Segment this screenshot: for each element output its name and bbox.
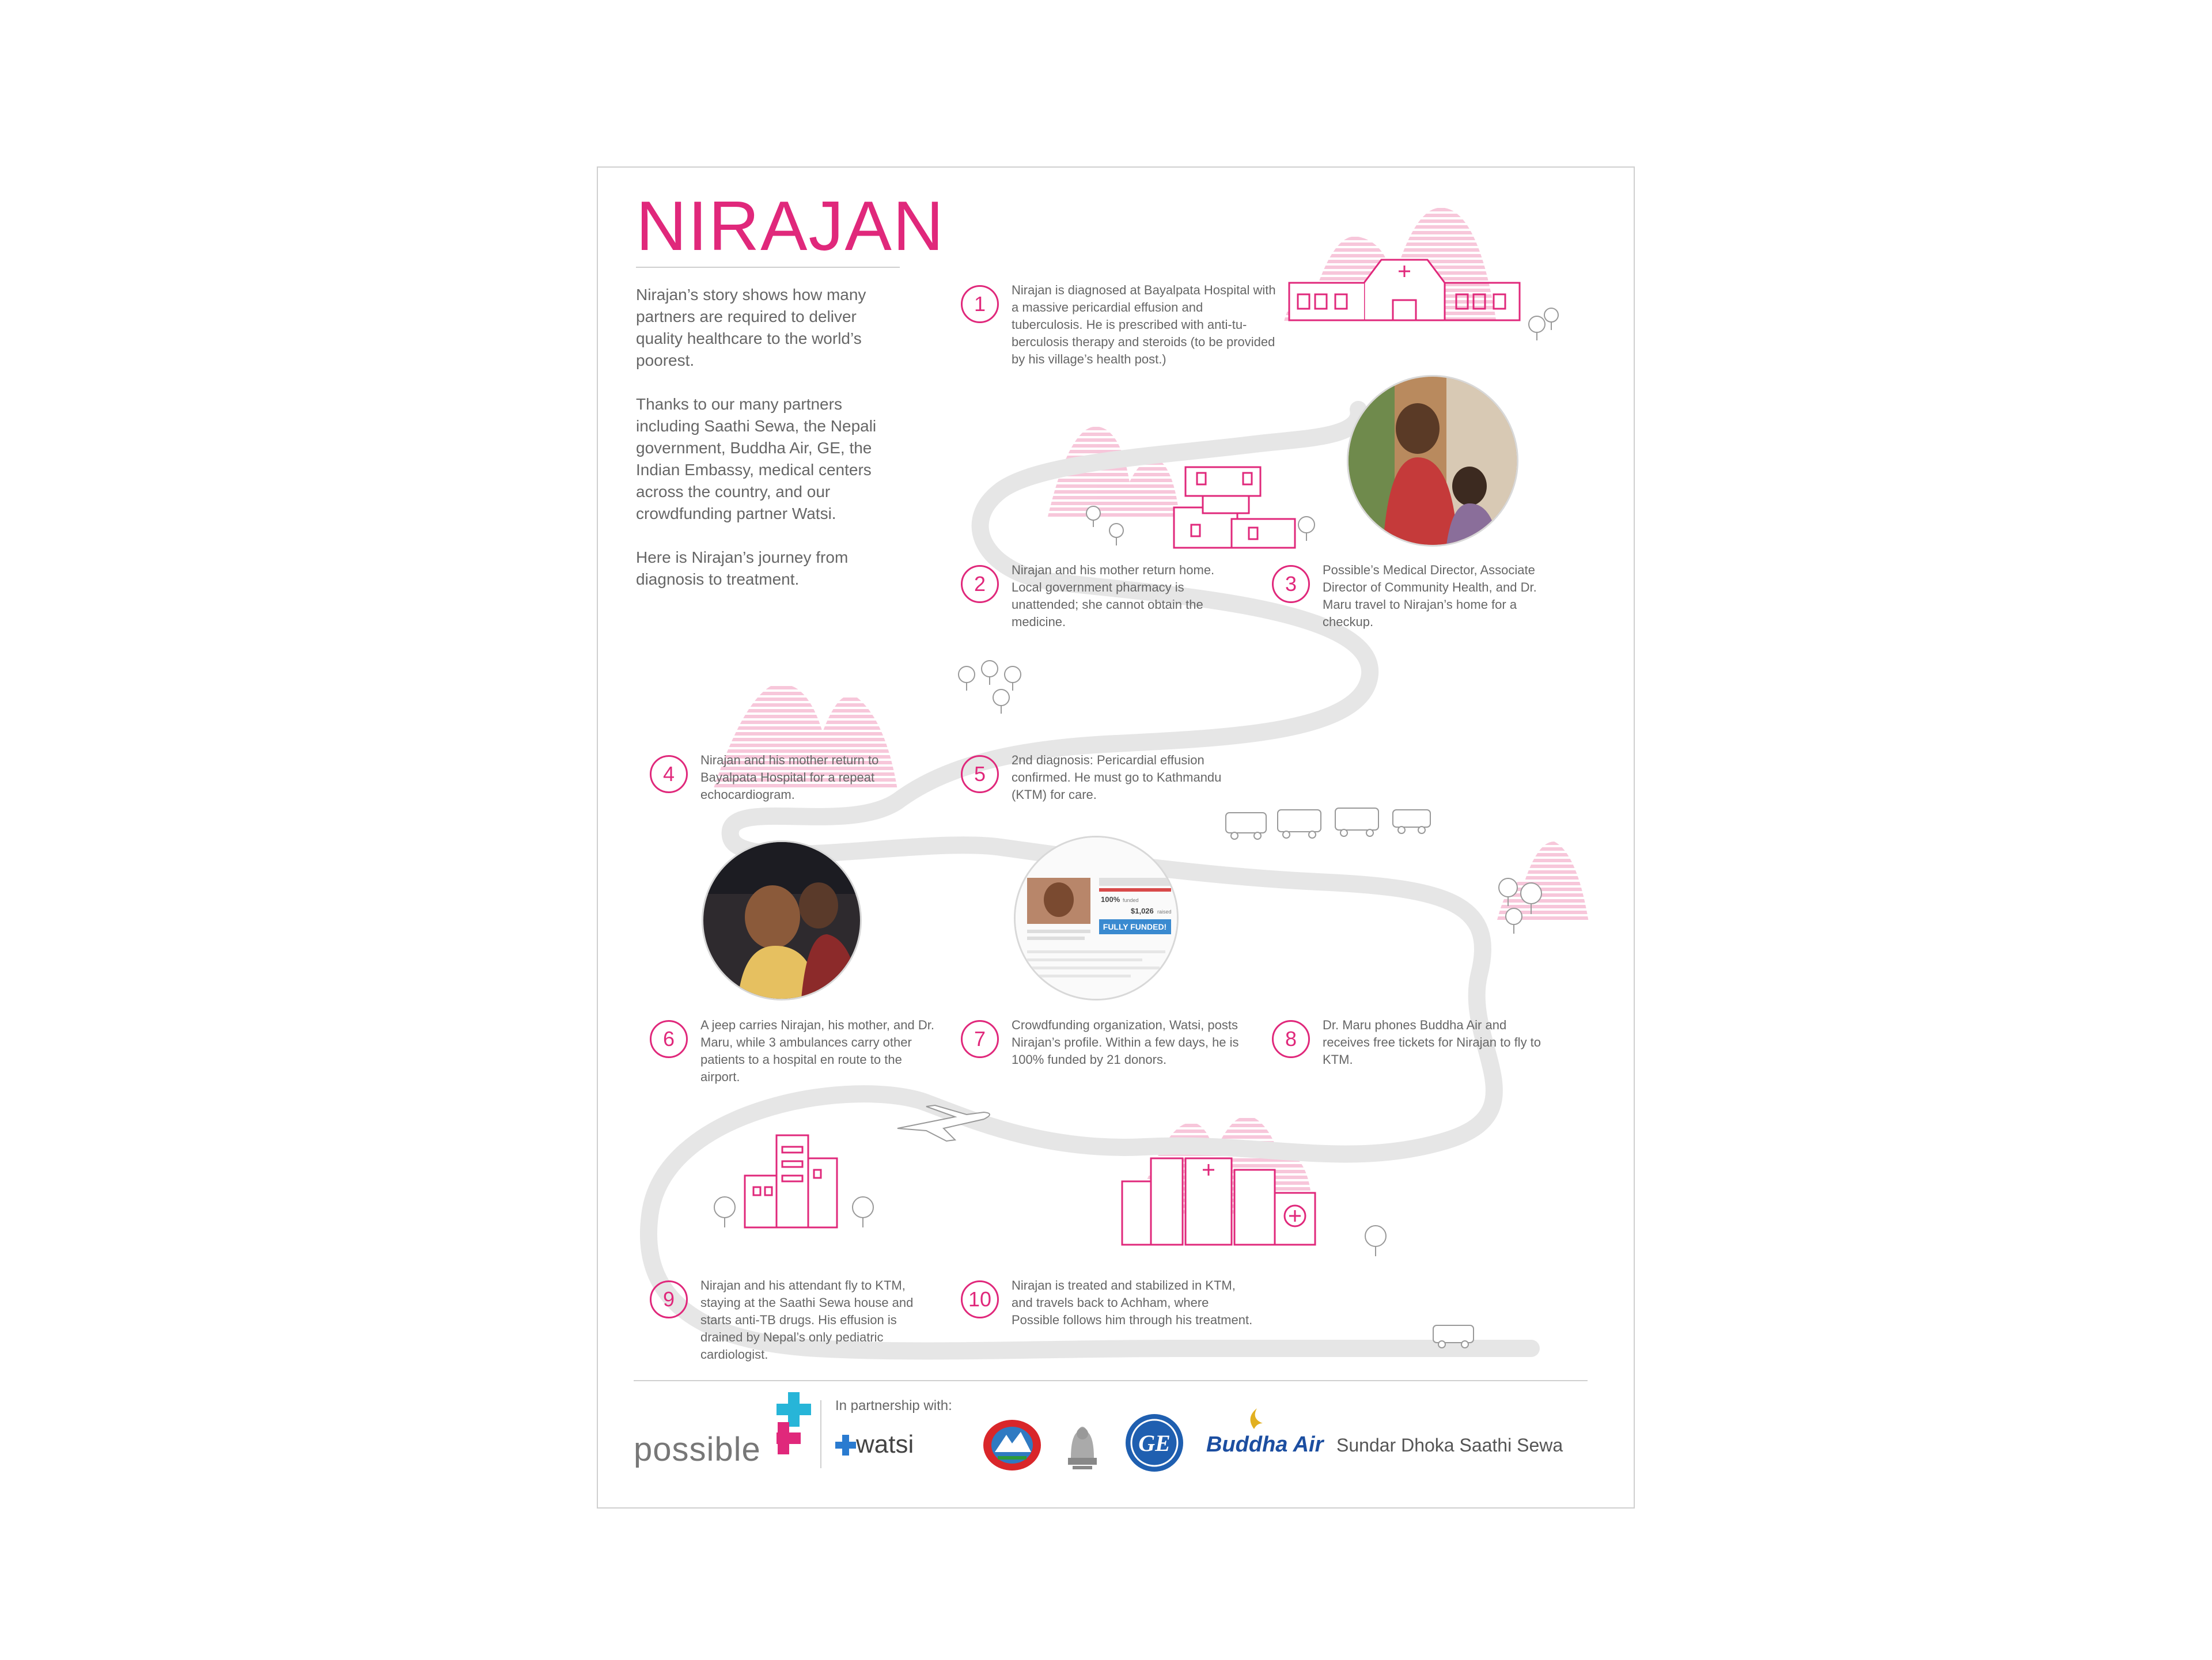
buddha-air-logo: Buddha Air bbox=[1206, 1432, 1324, 1457]
city-buildings-icon bbox=[745, 1135, 837, 1227]
village-houses-icon bbox=[1174, 467, 1295, 548]
watsi-amount: $1,026 bbox=[1131, 907, 1154, 915]
step-number: 4 bbox=[650, 755, 688, 793]
saathi-sewa-logo: Sundar Dhoka Saathi Sewa bbox=[1336, 1435, 1563, 1456]
ambulances-and-jeep-icon bbox=[1226, 808, 1430, 839]
step-text: Nirajan and his mother return to Bayalpata Hospital for a repeat echocardiogram. bbox=[700, 753, 879, 802]
india-emblem bbox=[1062, 1415, 1103, 1473]
step-text: Nirajan is treated and stabilized in KTM, and travels back to Achham, where Possible follows him through his treatment. bbox=[1012, 1278, 1253, 1327]
step-text: Crowdfunding organization, Watsi, posts Nirajan’s profile. Within a few days, he is 100% funded by 21 donors. bbox=[1012, 1018, 1239, 1067]
step-number: 10 bbox=[961, 1280, 999, 1318]
watsi-percent: 100% bbox=[1101, 895, 1120, 904]
footer-vertical-divider bbox=[820, 1400, 821, 1468]
intro-paragraph-2: Thanks to our many partners including Saathi Sewa, the Nepali government, Buddha Air, GE, the Indian Embassy, medical centers across the country, and our crowdfunding partner Watsi. bbox=[636, 395, 877, 522]
step-number: 2 bbox=[961, 565, 999, 603]
step-text: Nirajan and his attendant fly to KTM, staying at the Saathi Sewa house and starts anti-TB drugs. His effusion is drained by Nepal’s only pediatric cardiologist. bbox=[700, 1278, 914, 1362]
buddha-air-bird-icon bbox=[1240, 1406, 1268, 1431]
intro-paragraph-3: Here is Nirajan’s journey from diagnosis to treatment. bbox=[636, 548, 849, 588]
watsi-amount-label: raised bbox=[1157, 909, 1172, 915]
intro-paragraph-1: Nirajan’s story shows how many partners are required to deliver quality healthcare to the world’s poorest. bbox=[636, 286, 866, 369]
partnership-label: In partnership with: bbox=[835, 1398, 952, 1413]
step-number: 1 bbox=[961, 285, 999, 323]
step-number: 7 bbox=[961, 1020, 999, 1058]
possible-logo-mark bbox=[777, 1392, 811, 1456]
step-text: A jeep carries Nirajan, his mother, and Dr. Maru, while 3 ambulances carry other patients to a hospital en route to the airport. bbox=[700, 1018, 934, 1084]
jeep-photo bbox=[702, 840, 862, 1000]
step-number: 9 bbox=[650, 1280, 688, 1318]
page-title: NIRAJAN bbox=[636, 187, 945, 265]
watsi-cross-icon bbox=[835, 1435, 856, 1456]
intro-text bbox=[636, 284, 907, 612]
possible-logo: possible bbox=[634, 1431, 761, 1468]
step-number: 6 bbox=[650, 1020, 688, 1058]
step-number: 5 bbox=[961, 755, 999, 793]
title-divider bbox=[636, 267, 900, 268]
fully-funded-badge: FULLY FUNDED! bbox=[1103, 922, 1167, 931]
step-text: Possible’s Medical Director, Associate Director of Community Health, and Dr. Maru travel to Nirajan’s home for a checkup. bbox=[1323, 563, 1537, 629]
step-text: Nirajan and his mother return home. Local government pharmacy is unattended; she cannot obtain the medicine. bbox=[1012, 563, 1215, 629]
ge-logo-text: GE bbox=[1138, 1430, 1171, 1456]
footer-divider bbox=[634, 1380, 1588, 1381]
step-number: 8 bbox=[1272, 1020, 1310, 1058]
infographic-poster bbox=[597, 166, 1635, 1509]
step-text: 2nd diagnosis: Pericardial effusion confirmed. He must go to Kathmandu (KTM) for care. bbox=[1012, 753, 1222, 802]
watsi-funded-word: funded bbox=[1123, 897, 1139, 903]
watsi-profile-screenshot bbox=[1014, 836, 1179, 1000]
checkup-photo bbox=[1347, 375, 1518, 547]
step-text: Nirajan is diagnosed at Bayalpata Hospital with a massive pericardial effusion and tuberculosis. He is prescribed with anti-tu- berculosis therapy and steroids (to be provided by his village’s health post.) bbox=[1012, 283, 1276, 366]
watsi-logo: watsi bbox=[856, 1430, 914, 1458]
nepal-government-emblem bbox=[980, 1418, 1044, 1473]
ge-logo bbox=[1124, 1413, 1184, 1473]
step-text: Dr. Maru phones Buddha Air and receives free tickets for Nirajan to fly to KTM. bbox=[1323, 1018, 1541, 1067]
step-number: 3 bbox=[1272, 565, 1310, 603]
